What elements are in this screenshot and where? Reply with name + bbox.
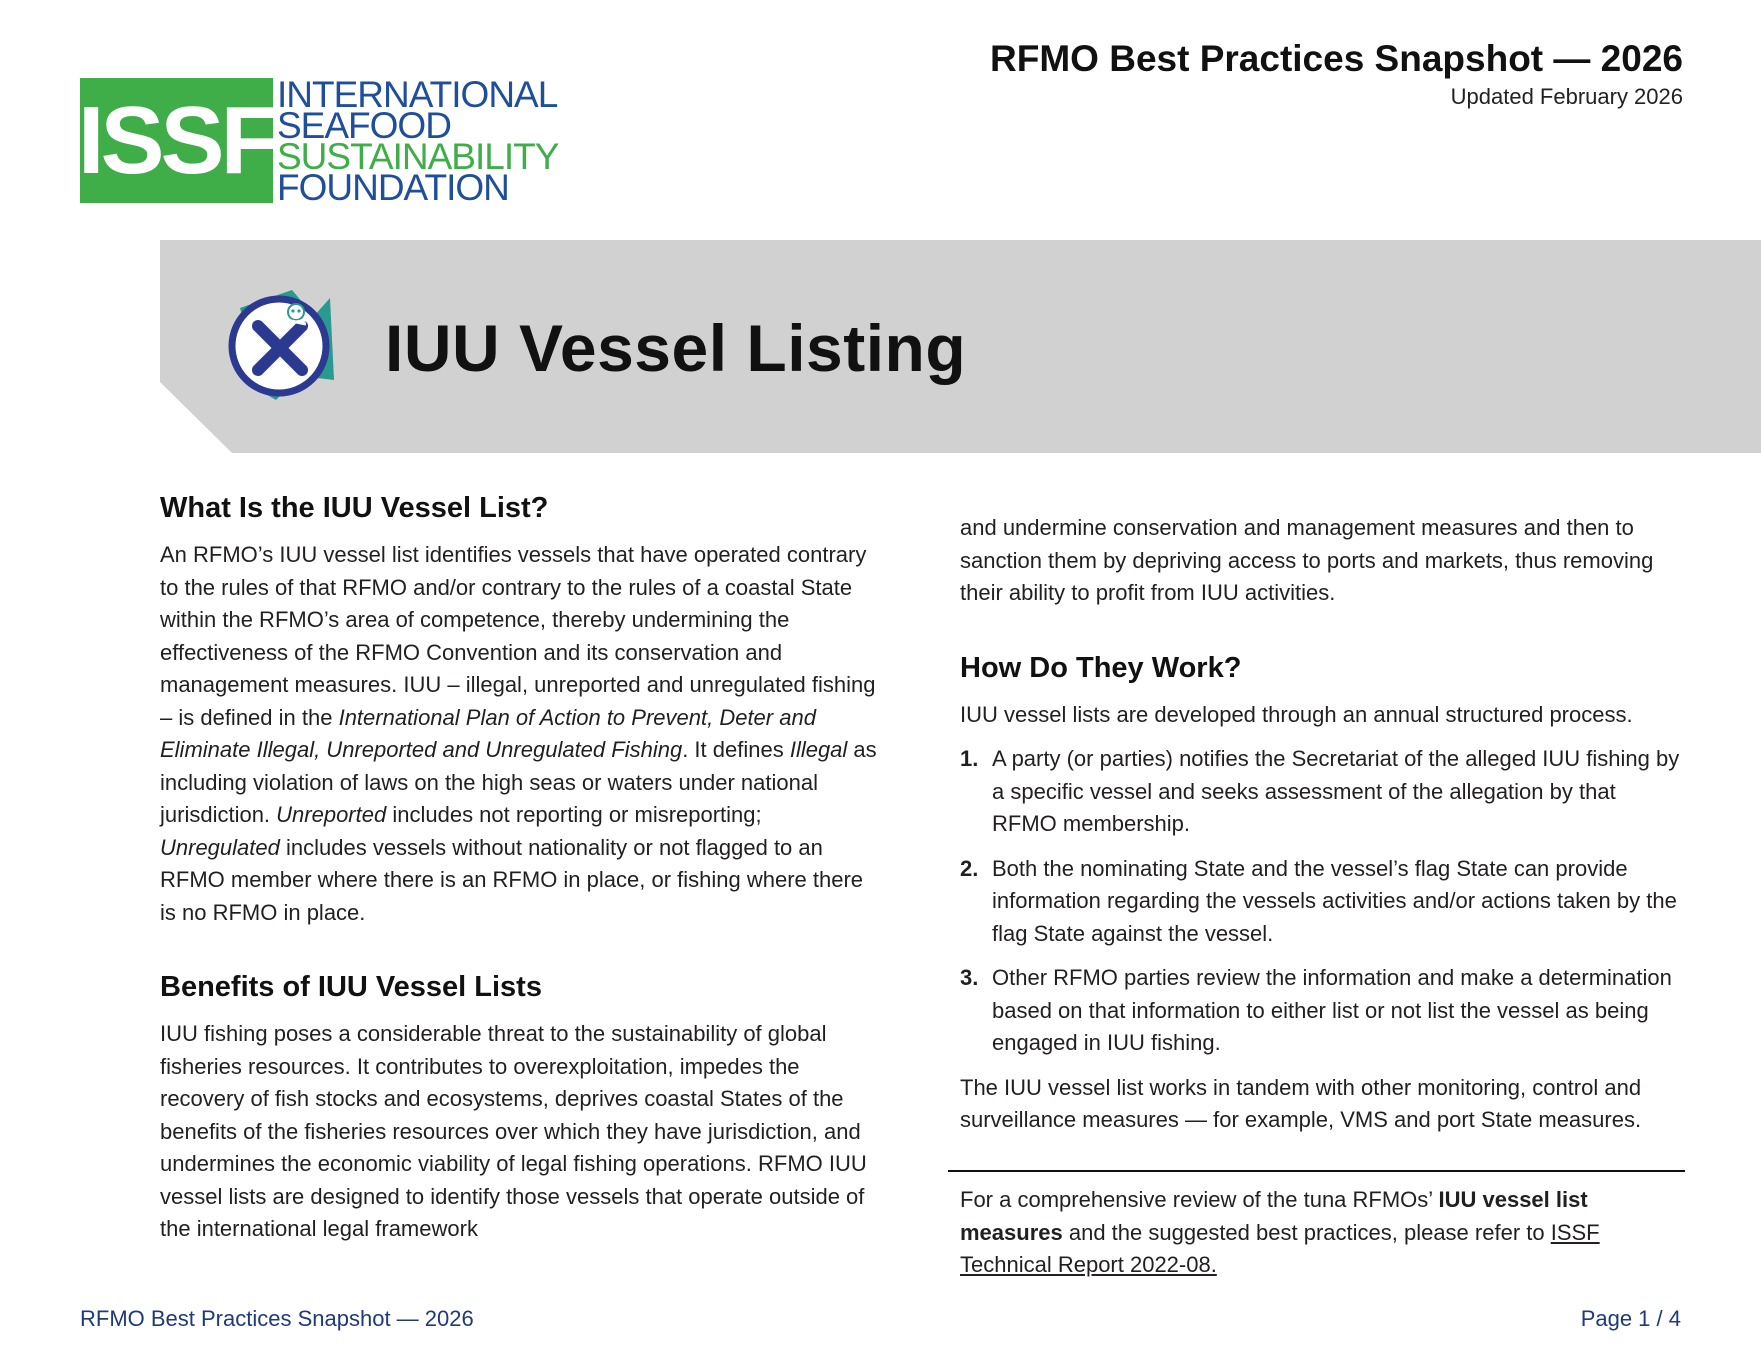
left-column: [160, 492, 880, 1246]
list-item: [960, 962, 1680, 1060]
text-run: For a comprehensive review of the tuna RFMOs’: [960, 1187, 1439, 1212]
section-body-benefits: IUU fishing poses a considerable threat to the sustainability of global fisheries resources. It contributes to overexploitation, impedes the recovery of fish stocks and ecosystems, deprives coastal States of the benefits of the fisheries resources over which they have jurisdiction, and undermines the economic viability of legal fishing operations. RFMO IUU vessel lists are designed to identify those vessels that operate outside of the international legal framework: [160, 1021, 867, 1241]
logo-line-4: FOUNDATION: [277, 166, 509, 208]
footer-title: RFMO Best Practices Snapshot — 2026: [80, 1306, 474, 1331]
step-number: 2.: [960, 855, 979, 881]
logo-wordmark: [277, 73, 559, 208]
section-body-what-is: [160, 539, 880, 929]
text-run: An RFMO’s IUU vessel list identifies vessels that have operated contrary to the rules of that RFMO and/or contrary to the rules of a coastal State within the RFMO’s area of competence, thereby undermining the effectiveness of the RFMO Convention and its conservation and management measures. IUU – illegal, unreported and unregulated fishing – is defined in the: [160, 542, 876, 730]
pirate-flag-icon: [222, 280, 340, 410]
section-body-benefits-continued: and undermine conservation and management measures and then to sanction them by depriving access to ports and markets, thus removing their ability to profit from IUU activities.: [960, 515, 1654, 605]
logo-line-2: SEAFOOD: [277, 104, 451, 146]
how-intro: IUU vessel lists are developed through an annual structured process.: [960, 701, 1633, 727]
step-number: 1.: [960, 746, 979, 771]
note-divider: [948, 1170, 1685, 1172]
term-illegal: Illegal: [789, 737, 848, 762]
technical-report-link[interactable]: ISSF Technical Report 2022-08.: [960, 1219, 1600, 1277]
page-title: IUU Vessel Listing: [385, 311, 967, 385]
ipoa-title: International Plan of Action to Prevent, Deter and Eliminate Illegal, Unreported and Unregulated Fishing: [160, 704, 816, 762]
text-run: as including violation of laws on the high seas or waters under national jurisdiction.: [160, 737, 877, 827]
section-heading-what-is: What Is the IUU Vessel List?: [160, 492, 549, 524]
section-heading-how-they-work: How Do They Work?: [960, 651, 1242, 684]
list-item: [960, 853, 1680, 951]
step-number: 3.: [960, 965, 979, 990]
term-unreported: Unreported: [276, 802, 387, 827]
how-closing: The IUU vessel list works in tandem with other monitoring, control and surveillance measures — for example, VMS and port State measures.: [960, 1074, 1642, 1132]
section-heading-benefits: Benefits of IUU Vessel Lists: [160, 971, 542, 1003]
text-run: includes vessels without nationality or not flagged to an RFMO member where there is an RFMO in place, or fishing where there is no RFMO in place.: [160, 834, 864, 925]
text-run: . It defines: [682, 737, 790, 762]
issf-logo: [77, 73, 559, 208]
list-item: [960, 743, 1680, 841]
step-text: A party (or parties) notifies the Secretariat of the alleged IUU fishing by a specific vessel and seeks assessment of the allegation by that RFMO membership.: [992, 746, 1680, 836]
logo-line-3: SUSTAINABILITY: [277, 135, 559, 177]
text-run: and the suggested best practices, please refer to: [1062, 1219, 1551, 1245]
term-unregulated: Unregulated: [160, 834, 280, 860]
updated-date: Updated February 2026: [1450, 84, 1683, 109]
text-run: includes not reporting or misreporting;: [386, 802, 762, 827]
logo-line-1: INTERNATIONAL: [277, 73, 558, 115]
step-text: Both the nominating State and the vessel’s flag State can provide information regarding the vessels activities and/or actions taken by the flag State against the vessel.: [992, 855, 1677, 946]
logo-mark: ISSF: [80, 78, 273, 203]
right-column: [960, 512, 1680, 1137]
note-emphasis: IUU vessel list measures: [960, 1187, 1588, 1245]
reference-note: [960, 1184, 1680, 1282]
process-steps: [960, 743, 1680, 1060]
page-number: Page 1 / 4: [1580, 1306, 1681, 1331]
document-title: RFMO Best Practices Snapshot — 2026: [990, 38, 1683, 79]
step-text: Other RFMO parties review the information and make a determination based on that information to either list or not list the vessel as being engaged in IUU fishing.: [992, 965, 1672, 1055]
